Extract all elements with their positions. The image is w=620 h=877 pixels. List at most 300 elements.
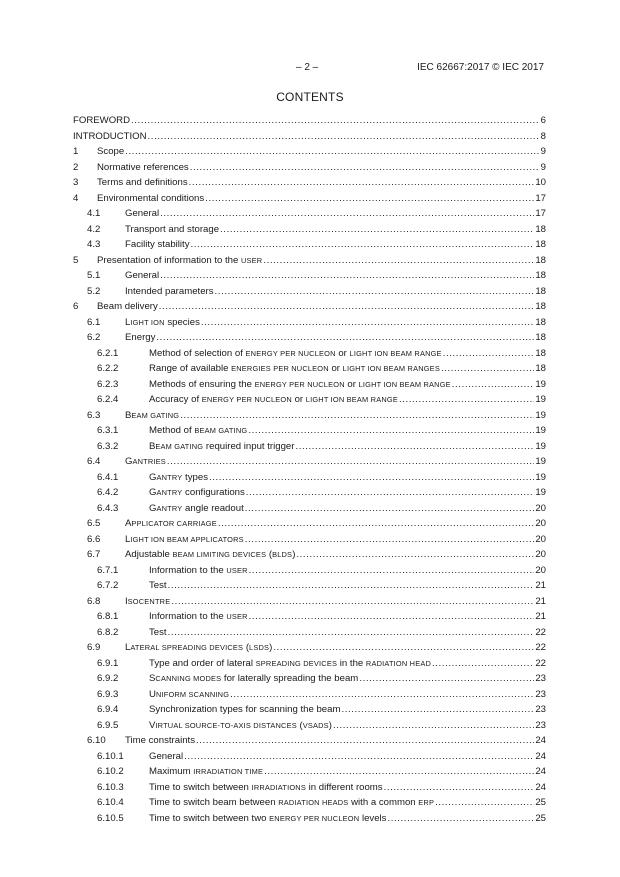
toc-title-segment: or bbox=[328, 363, 343, 374]
toc-entry-title bbox=[149, 346, 442, 362]
toc-entry[interactable] bbox=[73, 253, 546, 269]
toc-entry[interactable] bbox=[73, 439, 546, 455]
toc-title-segment: G bbox=[149, 502, 157, 514]
toc-entry[interactable] bbox=[73, 671, 546, 687]
toc-title-segment: configurations bbox=[182, 487, 245, 498]
toc-entry-number: 6.9.3 bbox=[97, 688, 119, 700]
toc-entry-title bbox=[97, 253, 262, 269]
toc-dot-leader bbox=[245, 532, 535, 548]
toc-entry-title bbox=[149, 764, 263, 780]
toc-entry[interactable] bbox=[73, 749, 546, 765]
toc-dot-leader bbox=[441, 361, 534, 377]
toc-entry-title bbox=[97, 144, 124, 160]
toc-dot-leader bbox=[384, 780, 535, 796]
toc-page-number: 18 bbox=[535, 363, 546, 374]
toc-dot-leader bbox=[399, 392, 534, 408]
toc-dot-leader bbox=[205, 191, 534, 207]
toc-page-number: 25 bbox=[535, 812, 546, 824]
toc-dot-leader bbox=[246, 485, 535, 501]
toc-title-segment: ENERGY PER NUCLEON bbox=[245, 348, 336, 358]
toc-title-segment: G bbox=[149, 487, 157, 498]
toc-entry[interactable] bbox=[73, 470, 546, 486]
toc-entry-number: 6.10.5 bbox=[97, 812, 124, 824]
toc-entry-title bbox=[125, 268, 159, 284]
toc-entry-number: 6.2.2 bbox=[97, 363, 119, 374]
toc-dot-leader bbox=[296, 547, 534, 563]
toc-title-segment: or bbox=[335, 347, 350, 359]
toc-entry-title bbox=[125, 733, 195, 749]
toc-entry-title bbox=[97, 299, 158, 315]
toc-entry-number: 3 bbox=[73, 177, 79, 188]
toc-entry[interactable] bbox=[73, 563, 546, 579]
toc-entry-number: 6.2 bbox=[87, 332, 101, 343]
toc-dot-leader bbox=[171, 594, 534, 610]
toc-dot-leader bbox=[341, 702, 534, 718]
toc-entry[interactable] bbox=[73, 237, 546, 253]
toc-entry-title bbox=[125, 206, 159, 222]
toc-page-number: 20 bbox=[535, 502, 546, 514]
toc-dot-leader bbox=[156, 330, 534, 346]
toc-title-segment: in the bbox=[337, 657, 366, 669]
toc-title-segment: Presentation of information to the bbox=[97, 254, 241, 266]
toc-dot-leader bbox=[180, 408, 534, 424]
toc-title-segment: ENERGY PER NUCLEON bbox=[201, 395, 292, 404]
toc-page-number: 19 bbox=[535, 425, 546, 436]
toc-page-number: 20 bbox=[535, 564, 546, 576]
toc-entry-title bbox=[97, 160, 189, 176]
page-number: – 2 – bbox=[296, 62, 319, 73]
toc-title-segment: Environmental conditions bbox=[97, 192, 205, 204]
toc-dot-leader bbox=[125, 144, 539, 160]
toc-title-segment: or bbox=[344, 378, 359, 390]
toc-page-number: 21 bbox=[535, 611, 546, 622]
toc-entry[interactable] bbox=[73, 268, 546, 284]
toc-page-number: 8 bbox=[540, 130, 546, 142]
toc-entry-number: 6.8.2 bbox=[97, 626, 119, 638]
toc-entry[interactable] bbox=[73, 299, 546, 315]
toc-dot-leader bbox=[245, 501, 535, 517]
toc-page-number: 20 bbox=[535, 549, 546, 560]
toc-title-segment: ERP bbox=[418, 798, 435, 807]
toc-title-segment: NIFORM SCANNING bbox=[155, 689, 230, 699]
toc-page-number: 18 bbox=[535, 332, 546, 343]
toc-entry-title bbox=[149, 470, 208, 486]
toc-title-segment: with a common bbox=[348, 797, 419, 808]
toc-page-number: 17 bbox=[535, 208, 546, 219]
toc-page-number: 22 bbox=[535, 642, 546, 653]
toc-entry-number: 6.10.2 bbox=[97, 766, 124, 777]
toc-page-number: 18 bbox=[535, 347, 546, 359]
toc-title-segment: USER bbox=[226, 612, 248, 621]
toc-page-number: 19 bbox=[535, 456, 546, 467]
toc-entry-title bbox=[149, 780, 383, 796]
toc-entry-title bbox=[149, 377, 451, 393]
toc-entry[interactable] bbox=[73, 501, 546, 517]
toc-title-segment: EAM GATING bbox=[155, 441, 204, 451]
toc-entry[interactable] bbox=[73, 284, 546, 300]
toc-page-number: 24 bbox=[535, 735, 546, 746]
toc-title-segment: Accuracy of bbox=[149, 394, 202, 405]
toc-title-segment: Method of bbox=[149, 425, 195, 436]
toc-entry-number: 6.5 bbox=[87, 518, 101, 529]
toc-entry[interactable] bbox=[73, 656, 546, 672]
copyright-notice: IEC 62667:2017 © IEC 2017 bbox=[417, 62, 544, 73]
toc-entry-title bbox=[125, 516, 217, 532]
toc-entry-title bbox=[149, 811, 386, 827]
toc-entry-title bbox=[149, 625, 167, 641]
toc-title-segment: types bbox=[182, 471, 208, 483]
toc-dot-leader bbox=[359, 671, 534, 687]
toc-entry[interactable] bbox=[73, 330, 546, 346]
toc-title-segment: required input trigger bbox=[203, 440, 295, 452]
toc-entry-number: 6.9 bbox=[87, 642, 101, 653]
toc-title-segment: ATERAL SPREADING DEVICES bbox=[130, 643, 244, 652]
toc-entry[interactable] bbox=[73, 733, 546, 749]
toc-entry-number: 6.3 bbox=[87, 409, 101, 421]
toc-entry[interactable] bbox=[73, 315, 546, 331]
toc-title-segment: levels bbox=[359, 812, 387, 824]
toc-entry-title bbox=[125, 222, 219, 238]
toc-entry[interactable] bbox=[73, 160, 546, 176]
toc-title-segment: ) bbox=[328, 719, 332, 731]
toc-entry-number: 1 bbox=[73, 146, 79, 157]
toc-entry-title bbox=[149, 687, 229, 703]
toc-title-segment: G bbox=[125, 456, 133, 467]
toc-page-number: 19 bbox=[535, 378, 546, 390]
toc-title-segment: V bbox=[149, 719, 156, 731]
toc-entry[interactable] bbox=[73, 594, 546, 610]
toc-entry-title bbox=[149, 795, 434, 811]
toc-dot-leader bbox=[167, 454, 534, 470]
table-of-contents bbox=[73, 113, 546, 826]
toc-title-segment: LIGHT ION BEAM RANGES bbox=[342, 364, 440, 373]
toc-title-segment: IGHT ION bbox=[130, 317, 165, 327]
toc-title-segment: ANTRY bbox=[156, 488, 183, 497]
toc-page-number: 23 bbox=[535, 719, 546, 731]
toc-entry-title bbox=[73, 129, 147, 145]
toc-dot-leader bbox=[215, 284, 535, 300]
toc-title-segment: Time constraints bbox=[125, 735, 196, 746]
toc-entry[interactable] bbox=[73, 485, 546, 501]
toc-title-segment: IRRADIATIONS bbox=[251, 782, 306, 792]
toc-entry[interactable] bbox=[73, 191, 546, 207]
toc-entry[interactable] bbox=[73, 175, 546, 191]
toc-entry-number: 6.7 bbox=[87, 549, 101, 560]
toc-entry-number: 6.3.2 bbox=[97, 440, 119, 452]
toc-title-segment: S bbox=[149, 673, 156, 684]
toc-dot-leader bbox=[443, 346, 535, 362]
toc-page-number: 24 bbox=[535, 750, 546, 762]
toc-entry[interactable] bbox=[73, 377, 546, 393]
toc-entry[interactable] bbox=[73, 811, 546, 827]
toc-title-segment: FOREWORD bbox=[73, 115, 131, 126]
toc-entry-title bbox=[97, 191, 204, 207]
toc-title-segment: Maximum bbox=[149, 766, 194, 777]
toc-entry[interactable] bbox=[73, 578, 546, 594]
toc-title-segment: Time to switch between bbox=[149, 781, 252, 793]
toc-dot-leader bbox=[333, 718, 534, 734]
toc-dot-leader bbox=[168, 625, 535, 641]
toc-entry-title bbox=[149, 423, 247, 439]
toc-entry-title bbox=[125, 454, 166, 470]
toc-page-number: 18 bbox=[535, 254, 546, 266]
toc-page-number: 24 bbox=[535, 781, 546, 793]
toc-title-segment: Intended parameters bbox=[125, 285, 214, 297]
toc-entry-title bbox=[149, 718, 332, 734]
toc-title-segment: A bbox=[125, 518, 132, 529]
toc-entry-number: 6.4.2 bbox=[97, 487, 119, 498]
toc-page-number: 9 bbox=[540, 146, 546, 157]
toc-page-number: 19 bbox=[535, 394, 546, 405]
toc-page-number: 9 bbox=[540, 161, 546, 173]
toc-entry[interactable] bbox=[73, 532, 546, 548]
toc-page-number: 19 bbox=[535, 487, 546, 498]
toc-title-segment: LIGHT ION BEAM RANGE bbox=[349, 348, 442, 358]
toc-entry-title bbox=[149, 749, 183, 765]
toc-title-segment: RADIATION HEAD bbox=[365, 658, 432, 668]
toc-dot-leader bbox=[218, 516, 534, 532]
toc-dot-leader bbox=[191, 237, 535, 253]
toc-dot-leader bbox=[131, 113, 540, 129]
toc-dot-leader bbox=[230, 687, 534, 703]
toc-title-segment: ) bbox=[269, 642, 273, 653]
toc-title-segment: Beam delivery bbox=[97, 301, 158, 312]
toc-entry-number: 6.3.1 bbox=[97, 425, 119, 436]
toc-entry-number: 6.10 bbox=[87, 735, 106, 746]
contents-title: CONTENTS bbox=[276, 90, 344, 104]
toc-dot-leader bbox=[435, 795, 534, 811]
toc-entry-number: 6.2.1 bbox=[97, 347, 119, 359]
toc-entry-title bbox=[73, 113, 130, 129]
toc-title-segment: SOCENTRE bbox=[127, 596, 171, 606]
toc-title-segment: ENERGY PER NUCLEON bbox=[269, 813, 360, 823]
toc-entry-number: 6.2.4 bbox=[97, 394, 119, 405]
toc-entry[interactable] bbox=[73, 346, 546, 362]
toc-title-segment: IRRADIATION TIME bbox=[193, 767, 264, 776]
toc-title-segment: USER bbox=[226, 565, 248, 575]
toc-entry-number: 4.1 bbox=[87, 208, 101, 219]
toc-title-segment: Adjustable bbox=[125, 549, 173, 560]
toc-title-segment: LIGHT ION BEAM RANGE bbox=[305, 395, 398, 404]
toc-entry[interactable] bbox=[73, 392, 546, 408]
toc-dot-leader bbox=[295, 439, 534, 455]
toc-title-segment: B bbox=[149, 440, 156, 452]
toc-dot-leader bbox=[196, 733, 534, 749]
toc-title-segment: ( bbox=[296, 719, 303, 731]
toc-entry-title bbox=[125, 547, 295, 563]
toc-title-segment: General bbox=[125, 270, 160, 281]
toc-entry[interactable] bbox=[73, 640, 546, 656]
toc-entry[interactable] bbox=[73, 129, 546, 145]
toc-page-number: 23 bbox=[535, 704, 546, 715]
toc-page-number: 18 bbox=[535, 270, 546, 281]
toc-entry-number: 6.9.1 bbox=[97, 657, 119, 669]
toc-title-segment: Method of selection of bbox=[149, 347, 246, 359]
toc-title-segment: Normative references bbox=[97, 161, 189, 173]
toc-entry[interactable] bbox=[73, 609, 546, 625]
toc-entry-number: 5 bbox=[73, 254, 79, 266]
toc-page-number: 22 bbox=[535, 626, 546, 638]
toc-entry-title bbox=[149, 361, 440, 377]
toc-entry-number: 6 bbox=[73, 301, 79, 312]
toc-title-segment: Time to switch between two bbox=[149, 812, 270, 824]
toc-dot-leader bbox=[189, 175, 535, 191]
toc-title-segment: IRTUAL SOURCE-TO-AXIS DISTANCES bbox=[155, 720, 297, 730]
toc-title-segment: ANTRY bbox=[156, 503, 183, 513]
toc-title-segment: INTRODUCTION bbox=[73, 130, 147, 142]
toc-entry-title bbox=[125, 532, 244, 548]
toc-entry[interactable] bbox=[73, 625, 546, 641]
toc-title-segment: General bbox=[149, 750, 184, 762]
toc-entry-title bbox=[125, 594, 170, 610]
toc-entry[interactable] bbox=[73, 516, 546, 532]
toc-entry-number: 6.2.3 bbox=[97, 378, 119, 390]
toc-page-number: 18 bbox=[535, 285, 546, 297]
toc-title-segment: angle readout bbox=[182, 502, 244, 514]
toc-entry[interactable] bbox=[73, 764, 546, 780]
toc-page-number: 17 bbox=[535, 192, 546, 204]
toc-title-segment: Range of available bbox=[149, 363, 232, 374]
toc-entry[interactable] bbox=[73, 361, 546, 377]
toc-entry-number: 6.1 bbox=[87, 316, 101, 328]
toc-title-segment: Synchronization types for scanning the beam bbox=[149, 704, 341, 715]
toc-entry-title bbox=[149, 702, 340, 718]
toc-title-segment: for laterally spreading the beam bbox=[221, 673, 359, 684]
toc-title-segment: L bbox=[125, 642, 131, 653]
toc-title-segment: ) bbox=[292, 549, 296, 560]
toc-title-segment: BEAM GATING bbox=[194, 426, 248, 435]
toc-entry-number: 6.10.4 bbox=[97, 797, 124, 808]
toc-dot-leader bbox=[387, 811, 534, 827]
toc-entry-number: 6.4.1 bbox=[97, 471, 119, 483]
toc-dot-leader bbox=[148, 129, 540, 145]
toc-title-segment: ( bbox=[266, 549, 273, 560]
toc-entry-number: 6.9.5 bbox=[97, 719, 119, 731]
toc-title-segment: Methods of ensuring the bbox=[149, 378, 255, 390]
toc-title-segment: Time to switch beam between bbox=[149, 797, 279, 808]
toc-entry-number: 2 bbox=[73, 161, 79, 173]
toc-title-segment: PPLICATOR CARRIAGE bbox=[131, 519, 217, 528]
toc-entry-number: 5.2 bbox=[87, 285, 101, 297]
toc-page-number: 22 bbox=[535, 657, 546, 669]
toc-entry[interactable] bbox=[73, 408, 546, 424]
toc-title-segment: CANNING MODES bbox=[155, 674, 222, 683]
toc-entry[interactable] bbox=[73, 547, 546, 563]
toc-page-number: 21 bbox=[535, 595, 546, 607]
toc-dot-leader bbox=[160, 268, 534, 284]
toc-entry-title bbox=[149, 563, 248, 579]
toc-title-segment: EAM GATING bbox=[131, 410, 180, 420]
toc-title-segment: LSDS bbox=[249, 643, 270, 652]
toc-entry-number: 6.10.3 bbox=[97, 781, 124, 793]
toc-title-segment: Type and order of lateral bbox=[149, 657, 256, 669]
toc-title-segment: species bbox=[164, 316, 200, 328]
toc-entry-title bbox=[125, 284, 214, 300]
toc-title-segment: General bbox=[125, 208, 160, 219]
toc-entry-title bbox=[125, 408, 179, 424]
toc-title-segment: Terms and definitions bbox=[97, 177, 188, 188]
toc-entry-number: 4.3 bbox=[87, 239, 101, 250]
toc-title-segment: Transport and storage bbox=[125, 223, 220, 235]
toc-title-segment: Facility stability bbox=[125, 239, 190, 250]
toc-entry[interactable] bbox=[73, 206, 546, 222]
toc-title-segment: LIGHT ION BEAM RANGE bbox=[358, 379, 451, 389]
toc-page-number: 6 bbox=[540, 115, 546, 126]
toc-title-segment: SPREADING DEVICES bbox=[255, 658, 338, 668]
toc-entry[interactable] bbox=[73, 795, 546, 811]
toc-dot-leader bbox=[263, 253, 534, 269]
toc-title-segment: Information to the bbox=[149, 611, 227, 622]
toc-entry-title bbox=[125, 315, 200, 331]
toc-entry[interactable] bbox=[73, 423, 546, 439]
toc-page-number: 20 bbox=[535, 533, 546, 545]
toc-page-number: 23 bbox=[535, 688, 546, 700]
toc-title-segment: L bbox=[125, 316, 131, 328]
toc-title-segment: in different rooms bbox=[305, 781, 383, 793]
toc-page-number: 19 bbox=[535, 440, 546, 452]
toc-entry[interactable] bbox=[73, 113, 546, 129]
toc-title-segment: Energy bbox=[125, 332, 156, 343]
toc-title-segment: G bbox=[149, 471, 157, 483]
toc-entry[interactable] bbox=[73, 144, 546, 160]
toc-entry-number: 6.4 bbox=[87, 456, 101, 467]
toc-dot-leader bbox=[432, 656, 534, 672]
toc-entry-number: 6.7.2 bbox=[97, 580, 119, 591]
toc-title-segment: RADIATION HEADS bbox=[278, 798, 349, 807]
toc-title-segment: ENERGIES PER NUCLEON bbox=[231, 364, 329, 373]
toc-entry-number: 4.2 bbox=[87, 223, 101, 235]
toc-title-segment: IGHT ION BEAM APPLICATORS bbox=[130, 534, 244, 544]
toc-entry[interactable] bbox=[73, 718, 546, 734]
toc-title-segment: Information to the bbox=[149, 564, 227, 576]
toc-entry[interactable] bbox=[73, 454, 546, 470]
toc-entry[interactable] bbox=[73, 702, 546, 718]
toc-title-segment: Scope bbox=[97, 146, 125, 157]
toc-entry-number: 6.8 bbox=[87, 595, 101, 607]
toc-dot-leader bbox=[184, 749, 534, 765]
toc-entry-title bbox=[125, 237, 190, 253]
toc-dot-leader bbox=[159, 299, 535, 315]
toc-dot-leader bbox=[248, 423, 534, 439]
toc-entry-number: 4 bbox=[73, 192, 79, 204]
toc-entry[interactable] bbox=[73, 780, 546, 796]
toc-title-segment: Test bbox=[149, 626, 167, 638]
toc-entry-title bbox=[149, 578, 167, 594]
toc-entry-title bbox=[149, 501, 244, 517]
toc-page-number: 23 bbox=[535, 673, 546, 684]
toc-dot-leader bbox=[201, 315, 534, 331]
toc-page-number: 21 bbox=[535, 580, 546, 591]
toc-entry-number: 6.4.3 bbox=[97, 502, 119, 514]
toc-entry-number: 6.6 bbox=[87, 533, 101, 545]
toc-title-segment: BLDS bbox=[272, 550, 293, 559]
toc-entry-title bbox=[149, 439, 294, 455]
toc-title-segment: B bbox=[125, 409, 132, 421]
toc-page-number: 18 bbox=[535, 239, 546, 250]
toc-entry-number: 6.9.4 bbox=[97, 704, 119, 715]
toc-dot-leader bbox=[209, 470, 534, 486]
toc-entry-number: 6.9.2 bbox=[97, 673, 119, 684]
toc-dot-leader bbox=[249, 609, 535, 625]
toc-entry-title bbox=[149, 485, 245, 501]
toc-entry-number: 6.7.1 bbox=[97, 564, 119, 576]
toc-page-number: 18 bbox=[535, 301, 546, 312]
toc-entry[interactable] bbox=[73, 222, 546, 238]
toc-entry[interactable] bbox=[73, 687, 546, 703]
toc-entry-title bbox=[149, 392, 398, 408]
toc-title-segment: I bbox=[125, 595, 128, 607]
toc-dot-leader bbox=[190, 160, 540, 176]
